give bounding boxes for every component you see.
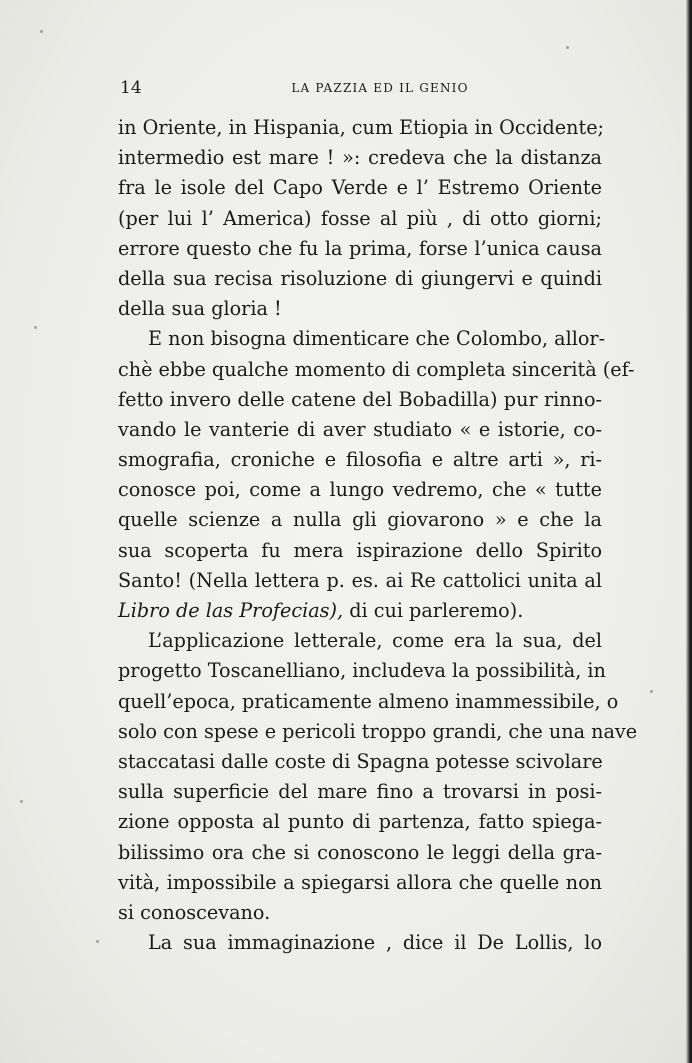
text-line: in Oriente, in Hispania, cum Etiopia in Occidente; [118, 116, 605, 139]
page-edge [686, 0, 692, 1063]
text-line: Santo! (Nella lettera p. es. ai Re cattolici unita al [118, 568, 602, 592]
paper-speck [96, 940, 99, 943]
text-line: conosce poi, come a lungo vedremo, che « tutte [118, 478, 602, 502]
text-line: intermedio est mare ! »: credeva che la distanza [118, 146, 602, 170]
text-line: errore questo che fu la prima, forse l’unica causa [118, 236, 602, 260]
body-text [118, 113, 638, 958]
paper-speck [34, 326, 37, 329]
paper-speck [20, 800, 23, 803]
text-line: si conoscevano. [118, 900, 271, 924]
text-line-rest: di cui parleremo). [343, 599, 524, 622]
page-number: 14 [120, 78, 142, 98]
paper-speck [650, 690, 653, 693]
text-line: progetto Toscanelliano, includeva la possibilità, in [118, 659, 606, 683]
text-line: chè ebbe qualche momento di completa sincerità (ef- [118, 357, 635, 381]
text-line: vando le vanterie di aver studiato « e istorie, co- [118, 417, 602, 441]
text-line: staccatasi dalle coste di Spagna potesse scivolare [118, 749, 603, 773]
running-title: LA PAZZIA ED IL GENIO [291, 81, 469, 95]
paper-speck [40, 30, 43, 33]
text-line: smografia, croniche e filosofia e altre arti », ri- [118, 448, 602, 472]
text-line: (per lui l’ America) fosse al più , di otto giorni; [118, 206, 602, 230]
text-line: solo con spese e pericoli troppo grandi, che una nave [118, 719, 638, 743]
text-line: fra le isole del Capo Verde e l’ Estremo Oriente [118, 176, 602, 200]
text-line: della sua recisa risoluzione di giungervi e quindi [118, 266, 602, 290]
paragraph-start-line: L’applicazione letterale, come era la sua, del [148, 629, 602, 653]
text-line: fetto invero delle catene del Bobadilla) pur rinno- [118, 387, 602, 411]
text-line: quelle scienze a nulla gli giovarono » e che la [118, 508, 602, 532]
paper-speck [566, 46, 569, 49]
text-line: della sua gloria ! [118, 297, 282, 321]
text-line: zione opposta al punto di partenza, fatto spiega- [118, 810, 602, 834]
paragraph-start-line: E non bisogna dimenticare che Colombo, allor- [148, 327, 606, 351]
paragraph-start-line: La sua immaginazione , dice il De Lollis, lo [148, 931, 602, 955]
text-line: bilissimo ora che si conoscono le leggi della gra- [118, 840, 602, 864]
page-header [120, 76, 600, 100]
text-line-mixed [118, 596, 602, 626]
text-line: sua scoperta fu mera ispirazione dello Spirito [118, 538, 602, 562]
text-line: vità, impossibile a spiegarsi allora che quelle non [118, 870, 602, 894]
text-line: sulla superficie del mare fino a trovarsi in posi- [118, 780, 602, 804]
book-title-italic: Libro de las Profecias), [118, 599, 344, 622]
text-line: quell’epoca, praticamente almeno inammessibile, o [118, 689, 619, 713]
